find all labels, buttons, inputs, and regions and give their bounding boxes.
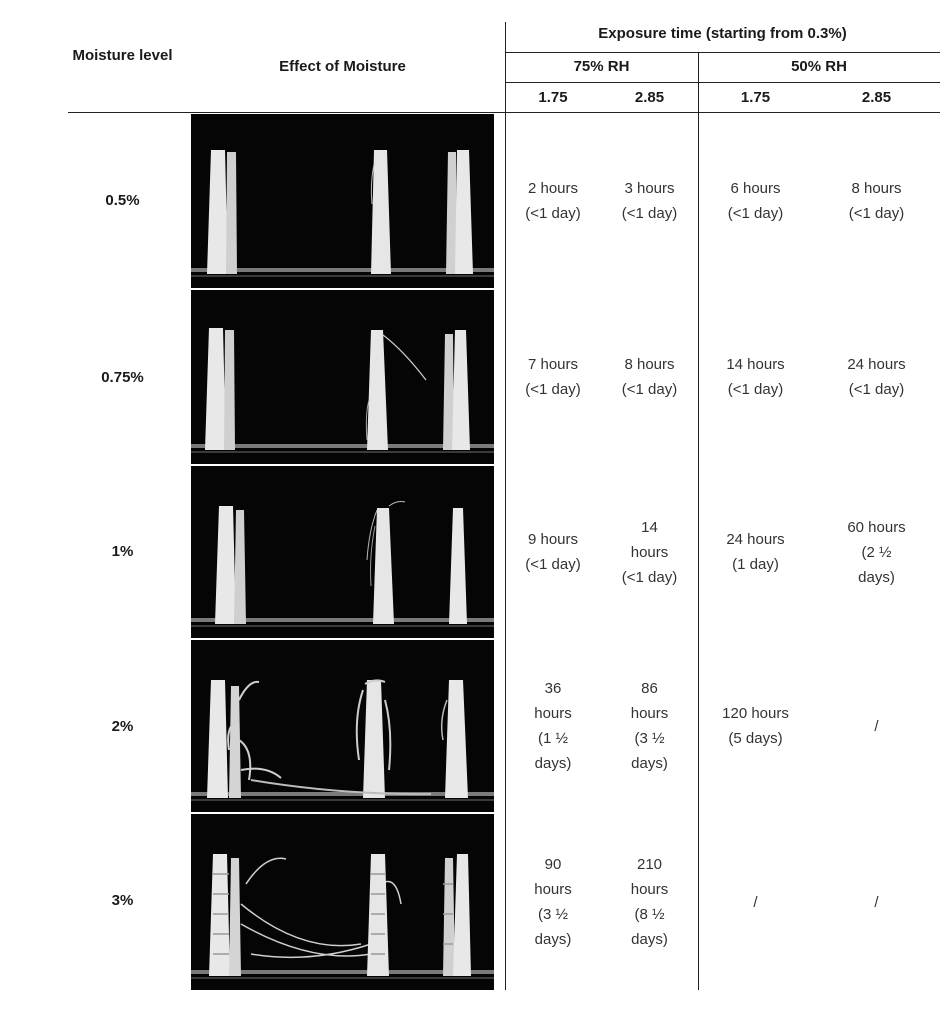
exposure-75rh-1-75-cell: 2 hours (<1 day) — [525, 180, 581, 222]
moisture-level-label: 0.5% — [105, 192, 140, 209]
exposure-75rh-2-85-cell: 86 hours (3 ½ days) — [630, 680, 669, 772]
exposure-50rh-2-85-cell: / — [874, 893, 879, 911]
exposure-50rh-2-85-cell: 8 hours (<1 day) — [848, 180, 905, 222]
header-diameter-4: 2.85 — [861, 89, 892, 106]
exposure-75rh-1-75-cell: 36 hours (1 ½ days) — [534, 680, 572, 772]
header-75-rh: 75% RH — [573, 58, 630, 75]
exposure-75rh-1-75-cell: 9 hours (<1 day) — [525, 531, 581, 573]
exposure-75rh-1-75-cell: 90 hours (3 ½ days) — [534, 856, 572, 948]
header-exposure-time: Exposure time (starting from 0.3%) — [598, 25, 847, 42]
exposure-50rh-1-75-cell: 24 hours (1 day) — [726, 531, 785, 573]
moisture-effect-photo — [191, 640, 494, 812]
exposure-75rh-2-85-cell: 8 hours (<1 day) — [621, 356, 678, 398]
header-diameter-2: 2.85 — [634, 89, 665, 106]
moisture-effect-photo — [191, 114, 494, 288]
exposure-50rh-1-75-cell: 14 hours (<1 day) — [726, 356, 785, 398]
exposure-75rh-2-85-cell: 210 hours (8 ½ days) — [630, 856, 669, 948]
moisture-level-label: 2% — [111, 718, 134, 735]
moisture-effect-photo — [191, 466, 494, 638]
divider-header-bottom — [68, 112, 940, 113]
exposure-50rh-2-85-cell: 60 hours (2 ½ days) — [847, 518, 906, 586]
moisture-effect-photo — [191, 290, 494, 464]
exposure-50rh-1-75-cell: / — [753, 893, 758, 911]
header-moisture-level: Moisture level — [72, 47, 173, 64]
exposure-75rh-2-85-cell: 3 hours (<1 day) — [621, 180, 678, 222]
exposure-50rh-1-75-cell: 6 hours (<1 day) — [727, 180, 784, 222]
moisture-effect-photo — [191, 814, 494, 990]
moisture-level-label: 0.75% — [101, 369, 144, 386]
header-effect-of-moisture: Effect of Moisture — [279, 58, 406, 75]
header-50-rh: 50% RH — [791, 58, 847, 75]
divider-under-exposure — [505, 52, 940, 53]
exposure-75rh-2-85-cell: 14 hours (<1 day) — [621, 518, 678, 586]
moisture-level-label: 3% — [111, 892, 134, 909]
exposure-50rh-1-75-cell: 120 hours (5 days) — [722, 705, 789, 747]
exposure-50rh-2-85-cell: 24 hours (<1 day) — [847, 356, 906, 398]
moisture-level-label: 1% — [111, 543, 134, 560]
header-diameter-1: 1.75 — [538, 89, 568, 106]
exposure-50rh-2-85-cell: / — [874, 717, 879, 735]
divider-under-rh — [505, 82, 940, 83]
header-diameter-3: 1.75 — [740, 89, 771, 106]
exposure-75rh-1-75-cell: 7 hours (<1 day) — [525, 356, 581, 398]
